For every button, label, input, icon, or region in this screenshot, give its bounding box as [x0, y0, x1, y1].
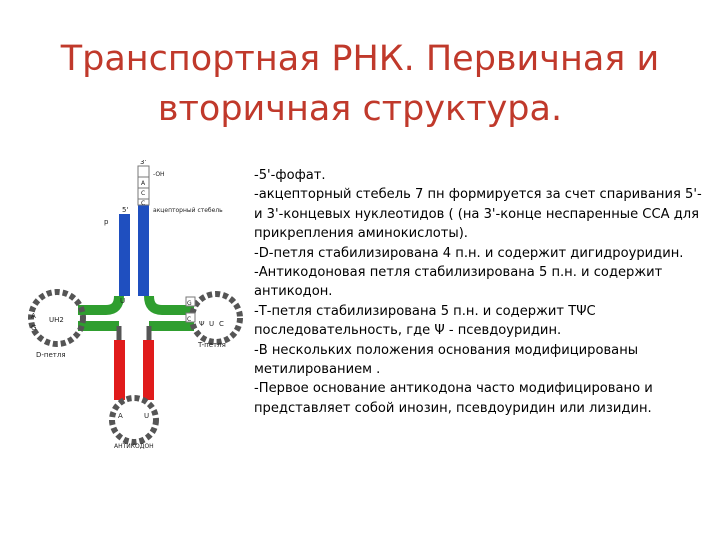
cca-box-1 — [138, 166, 149, 177]
label-u-right: U — [209, 320, 215, 328]
note-item: -Т-петля стабилизирована 5 п.н. и содержит TΨC последовательность, где Ψ - псевдоуридин. — [254, 303, 596, 339]
note-item: -5'-фофат. — [254, 168, 326, 183]
label-t-loop: T-петля — [198, 341, 226, 349]
note-item: -Первое основание антикодона часто модифицировано и представляет собой инозин, псевдоуридин или лизидин. — [254, 381, 653, 416]
label-u-left: U — [120, 297, 126, 305]
acceptor-strand-3prime — [138, 205, 149, 296]
label-p: p — [104, 218, 109, 226]
trna-diagram — [22, 160, 247, 460]
label-a-bottom: A — [118, 412, 123, 420]
anticodon-loop — [112, 398, 156, 442]
t-arm — [149, 294, 240, 342]
label-anticodon: АНТИКОДОН — [114, 443, 154, 450]
label-acceptor-stem: акцепторный стебель — [153, 207, 223, 214]
label-cca-c2: C — [141, 200, 146, 207]
label-d-base-a: A — [31, 312, 36, 320]
label-uh2: UH2 — [49, 316, 64, 324]
label-3prime: 3' — [140, 160, 147, 166]
label-u-bottom: U — [144, 412, 150, 420]
note-item: -акцепторный стебель 7 пн формируется за счет спаривания 5'- и 3'-концевых нуклеотидов ( (на 3'-конце неспаренные ССА для прикрепления аминокислоты). — [254, 187, 702, 242]
acceptor-strand-5prime — [119, 214, 130, 296]
label-d-base-g: G — [31, 324, 37, 332]
label-d-loop: D-петля — [36, 351, 66, 359]
anticodon-strand-left — [114, 340, 125, 400]
note-item: -Антикодоновая петля стабилизирована 5 п.н. и содержит антикодон. — [254, 265, 663, 300]
notes-list — [254, 166, 710, 418]
label-oh: -OH — [153, 171, 165, 178]
t-loop — [192, 294, 240, 342]
d-arm — [31, 292, 119, 344]
anticodon-arm — [112, 326, 156, 442]
slide-title: Транспортная РНК. Первичная и вторичная структура. — [60, 39, 660, 129]
label-5prime: 5' — [122, 206, 129, 214]
label-psi: Ψ — [199, 320, 205, 328]
anticodon-strand-right — [143, 340, 154, 400]
label-cca-a: A — [141, 180, 146, 187]
label-t-c: C — [219, 320, 224, 328]
label-g-right: G — [187, 300, 192, 307]
label-cca-c1: C — [141, 190, 146, 197]
note-item: -В нескольких положения основания модифицированы метилированием . — [254, 342, 639, 378]
note-item: -D-петля стабилизирована 4 п.н. и содержит дигидроуридин. — [254, 245, 684, 261]
label-c-right: C — [187, 316, 192, 323]
